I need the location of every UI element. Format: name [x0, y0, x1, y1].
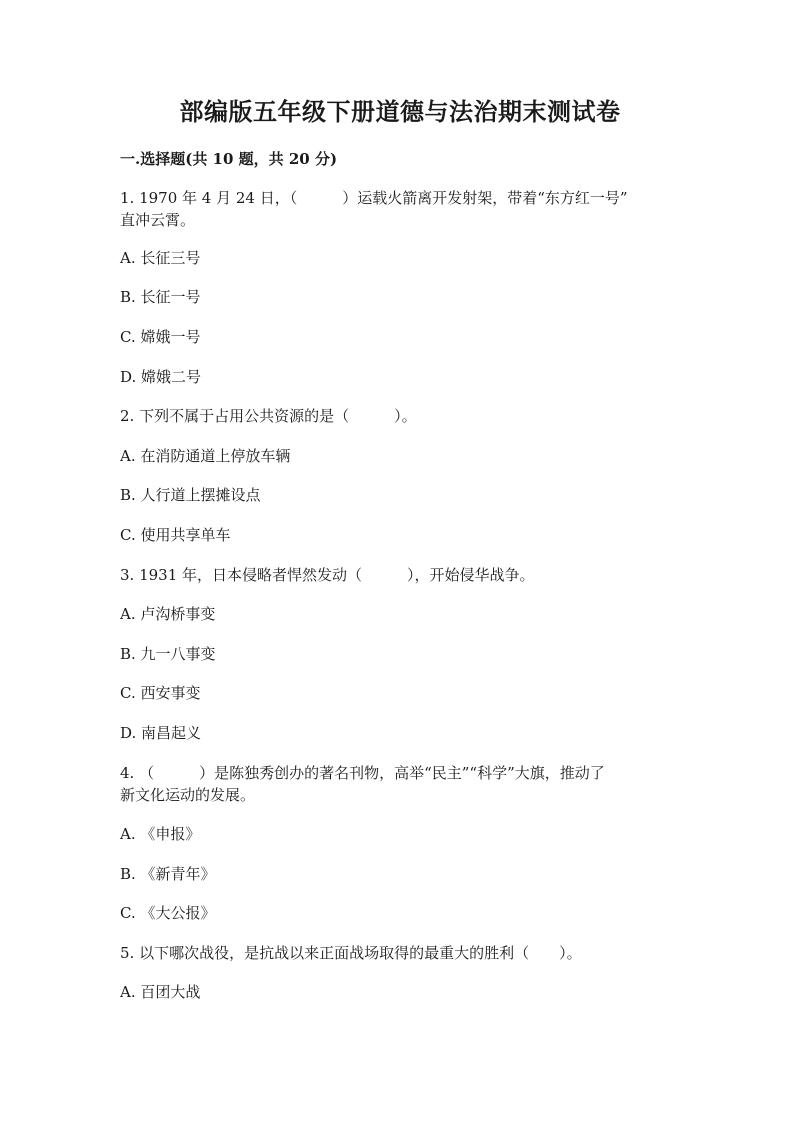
question-2-option-b: B. 人行道上摆摊设点	[120, 486, 261, 504]
question-2-stem: 2. 下列不属于占用公共资源的是（ ）。	[120, 407, 417, 425]
question-1-stem-line-1: 1. 1970 年 4 月 24 日，（ ）运载火箭离开发射架，带着“东方红一号”	[120, 189, 628, 207]
question-3-option-c: C. 西安事变	[120, 684, 201, 702]
question-3-option-a: A. 卢沟桥事变	[120, 605, 216, 623]
question-3-option-b: B. 九一八事变	[120, 645, 216, 663]
question-2-option-c: C. 使用共享单车	[120, 526, 231, 544]
question-5-option-a: A. 百团大战	[120, 983, 201, 1001]
question-4-option-b: B. 《新青年》	[120, 865, 216, 883]
question-4-option-a: A. 《申报》	[120, 825, 201, 843]
question-1-option-a: A. 长征三号	[120, 249, 201, 267]
question-4-stem-line-1: 4. （ ）是陈独秀创办的著名刊物，高举“民主”“科学”大旗，推动了	[120, 764, 605, 782]
question-1-option-c: C. 嫦娥一号	[120, 328, 201, 346]
question-3-stem: 3. 1931 年，日本侵略者悍然发动（ ），开始侵华战争。	[120, 566, 535, 584]
question-1-option-d: D. 嫦娥二号	[120, 368, 202, 386]
question-5-stem: 5. 以下哪次战役，是抗战以来正面战场取得的最重大的胜利（ ）。	[120, 944, 582, 962]
question-3-option-d: D. 南昌起义	[120, 724, 202, 742]
question-1-stem-line-2: 直冲云霄。	[120, 211, 196, 229]
section-heading: 一.选择题(共 10 题，共 20 分)	[120, 150, 338, 168]
question-2-option-a: A. 在消防通道上停放车辆	[120, 447, 291, 465]
exam-title: 部编版五年级下册道德与法治期末测试卷	[179, 97, 621, 126]
question-4-stem-line-2: 新文化运动的发展。	[120, 786, 256, 804]
question-4-option-c: C. 《大公报》	[120, 904, 216, 922]
question-1-option-b: B. 长征一号	[120, 288, 201, 306]
